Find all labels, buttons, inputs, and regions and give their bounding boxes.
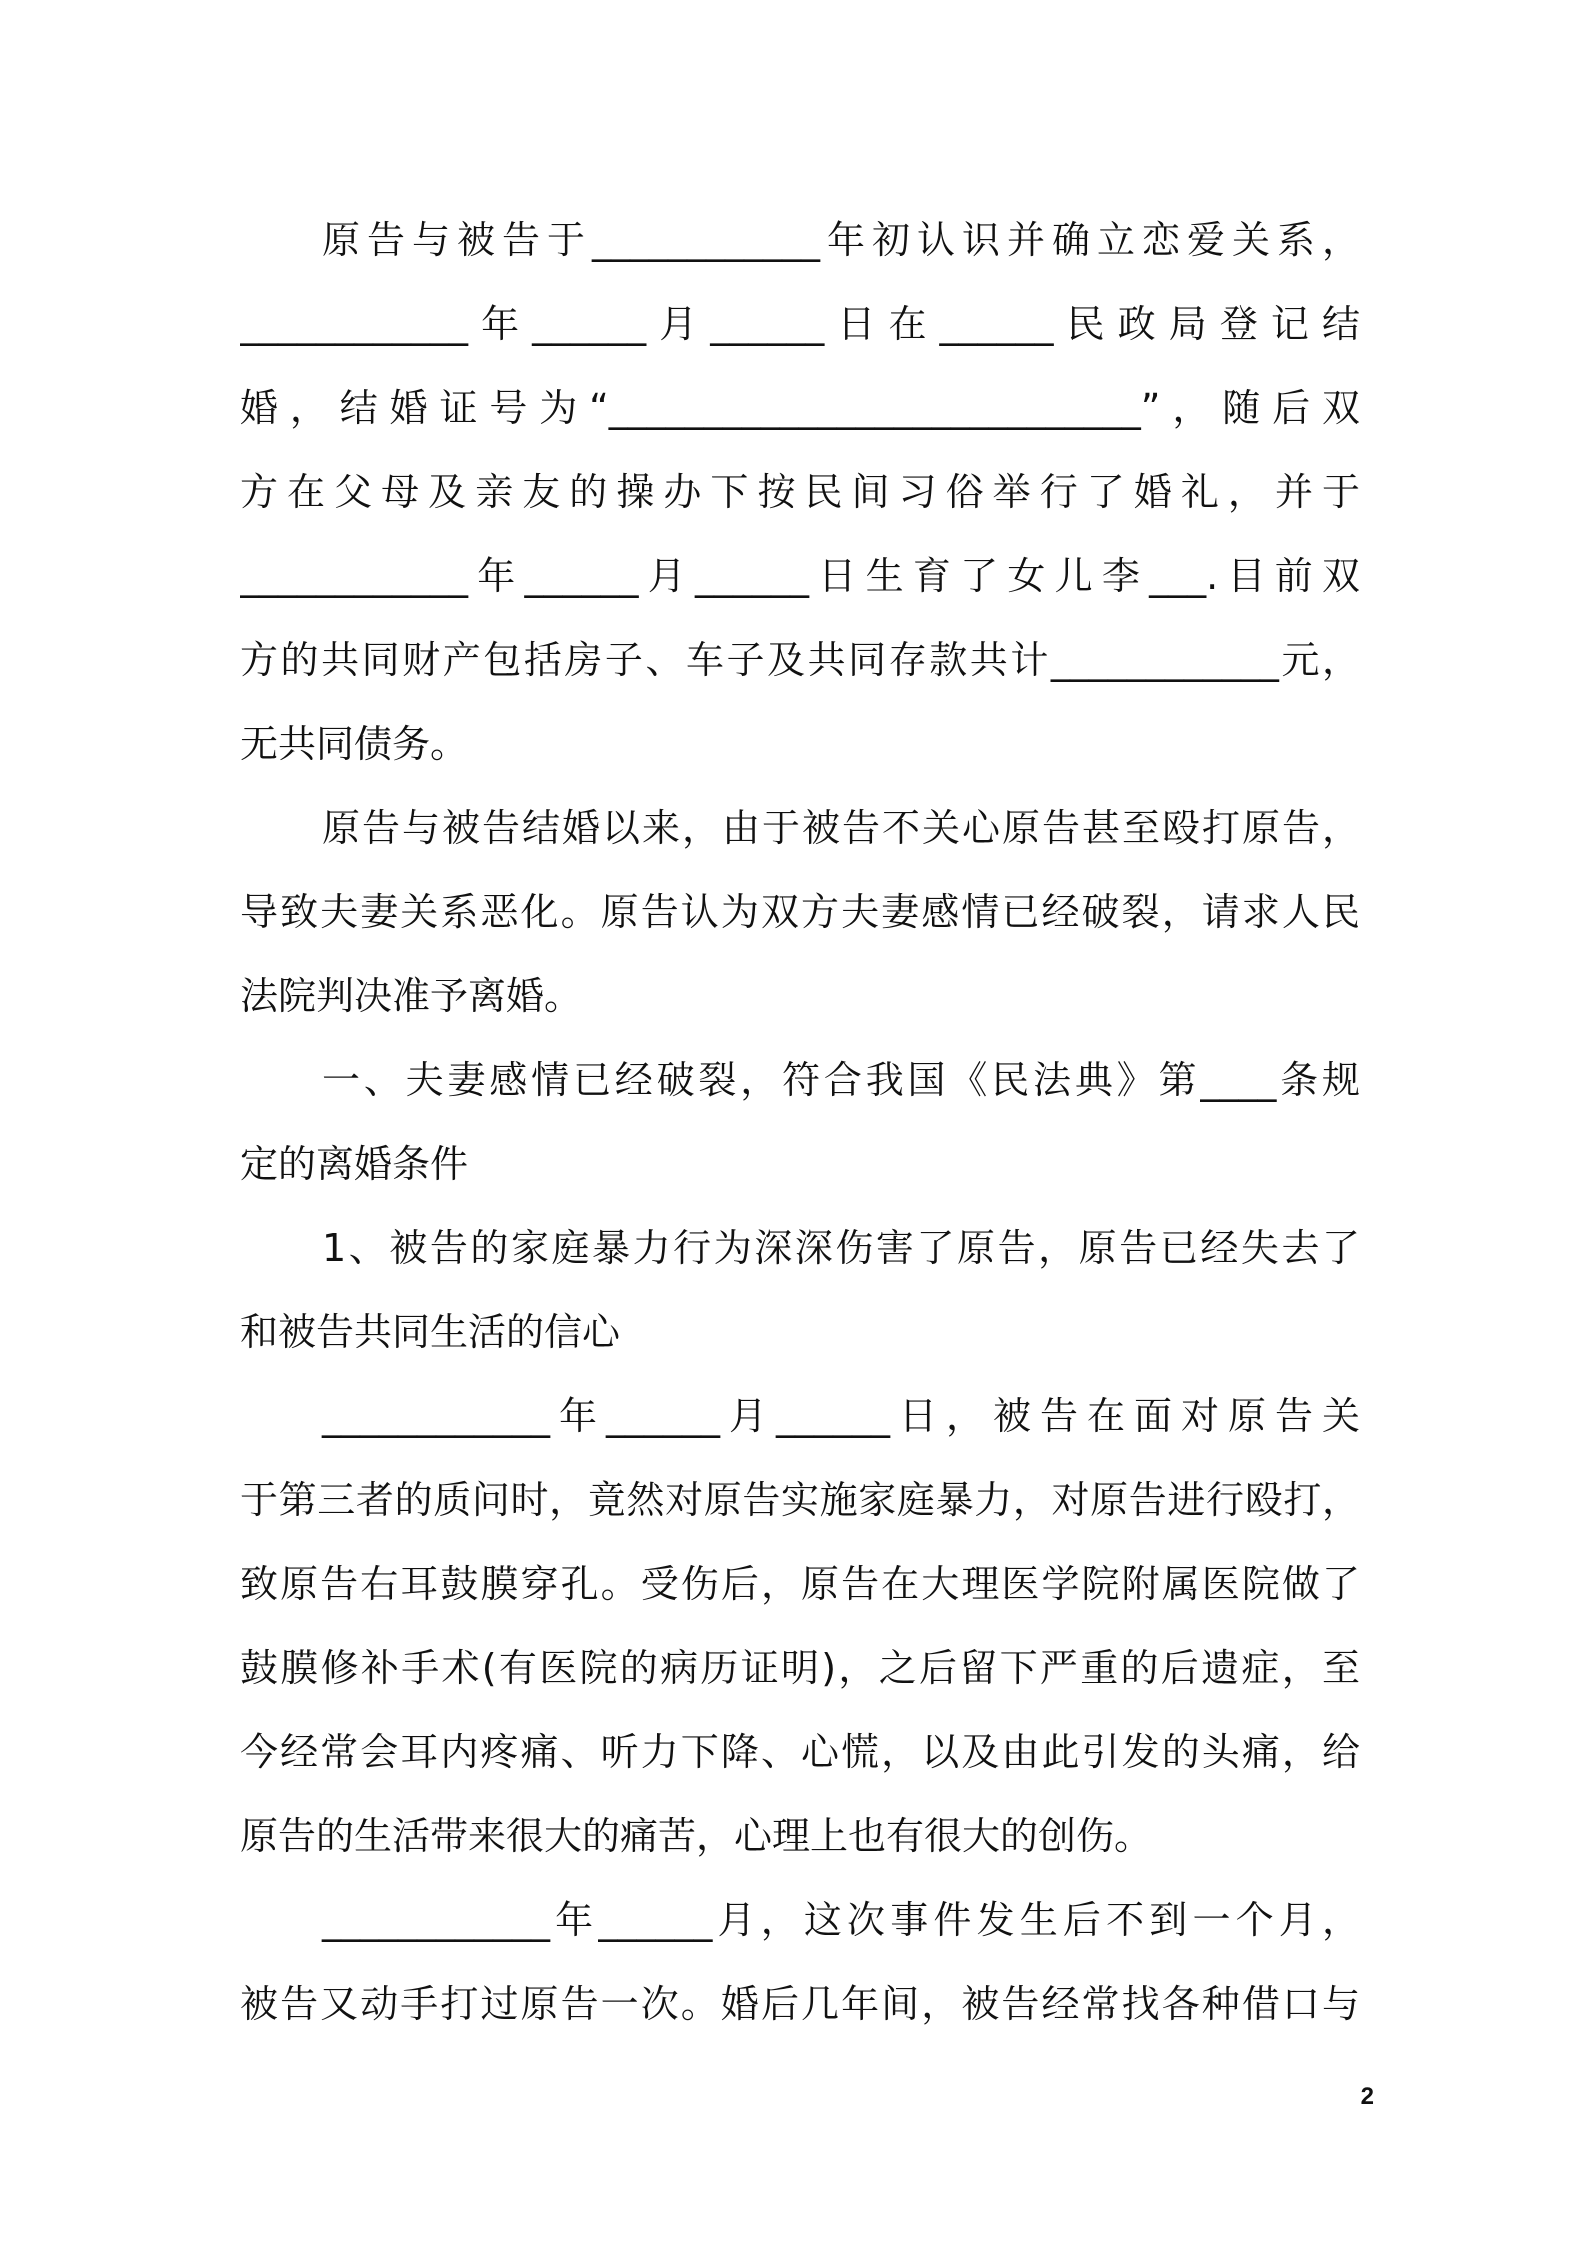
text-line: ____________年______月，这次事件发生后不到一个月，	[322, 1898, 1360, 1942]
text-line: 1、被告的家庭暴力行为深深伤害了原告，原告已经失去了	[322, 1226, 1360, 1270]
text-line: 于第三者的质问时，竟然对原告实施家庭暴力，对原告进行殴打，	[240, 1478, 1360, 1522]
text-line: 鼓膜修补手术(有医院的病历证明)，之后留下严重的后遗症，至	[240, 1646, 1360, 1690]
text-line: 今经常会耳内疼痛、听力下降、心慌，以及由此引发的头痛，给	[240, 1730, 1360, 1774]
text-line: 原告的生活带来很大的痛苦，心理上也有很大的创伤。	[240, 1814, 1153, 1858]
text-line: 原告与被告结婚以来，由于被告不关心原告甚至殴打原告，	[322, 806, 1360, 850]
text-line: 和被告共同生活的信心	[240, 1310, 621, 1354]
text-line: 无共同债务。	[240, 722, 469, 766]
text-line: 方在父母及亲友的操办下按民间习俗举行了婚礼，并于	[240, 470, 1360, 514]
text-line: 原告与被告于____________年初认识并确立恋爱关系，	[322, 218, 1360, 262]
page-number: 2	[1360, 2083, 1374, 2110]
text-line: 被告又动手打过原告一次。婚后几年间，被告经常找各种借口与	[240, 1982, 1360, 2026]
text-line: 法院判决准予离婚。	[240, 974, 583, 1018]
text-line: ____________年______月______日生育了女儿李___.目前双	[240, 554, 1360, 598]
text-line: 一、夫妻感情已经破裂，符合我国《民法典》第____条规	[322, 1058, 1360, 1102]
text-line: ____________年______月______日在______民政局登记结	[240, 302, 1360, 346]
text-line: 方的共同财产包括房子、车子及共同存款共计____________元，	[240, 638, 1360, 682]
text-line: 婚，结婚证号为“____________________________”，随后双	[240, 386, 1360, 430]
text-line: 导致夫妻关系恶化。原告认为双方夫妻感情已经破裂，请求人民	[240, 890, 1360, 934]
text-line: 定的离婚条件	[240, 1142, 469, 1186]
document-body	[240, 198, 1360, 2046]
text-line: 致原告右耳鼓膜穿孔。受伤后，原告在大理医学院附属医院做了	[240, 1562, 1360, 1606]
text-line: ____________年______月______日，被告在面对原告关	[322, 1394, 1360, 1438]
